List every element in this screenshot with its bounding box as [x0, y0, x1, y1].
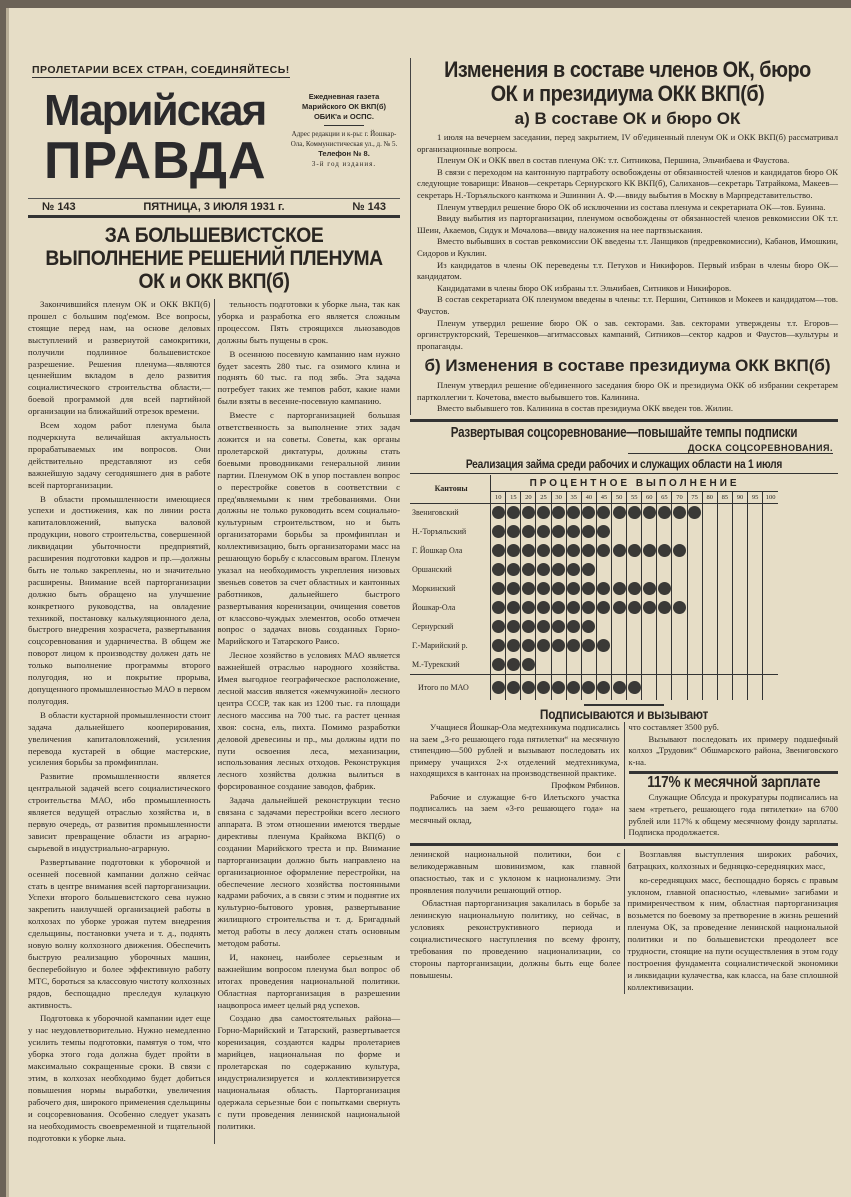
- progress-dot: [582, 639, 595, 652]
- percent-tick: 20: [521, 492, 536, 504]
- subscribe-left: [410, 722, 624, 839]
- canton-name: Сернурский: [412, 622, 454, 632]
- paragraph: Пленум утвердил решение об'единенного заседания бюро ОК и президиума ОКК об избрании секретарем партколлегии т. Кочетова, вместо выбывшего тов. Калинина.: [417, 380, 838, 402]
- lead-headline: ЗА БОЛЬШЕВИСТСКОЕ ВЫПОЛНЕНИЕ РЕШЕНИЙ ПЛЕНУМА ОК и ОКК ВКП(б): [45, 224, 383, 293]
- paragraph: Ввиду выбытия из парторганизации, пленумом освобождены от обязанностей членов ревкомиссии ОК т.т. Шеин, Акаемов, Сидук и Мочалова—ввиду наложения на нее партвзыскания.: [417, 213, 838, 235]
- progress-dot: [522, 620, 535, 633]
- progress-dot: [522, 563, 535, 576]
- paragraph: Возглавляя выступления широких рабочих, батрацких, колхозных и бедняцко-середняцких масс,: [627, 848, 838, 871]
- progress-dot: [643, 582, 656, 595]
- paragraph: Областная парторганизация закалилась в борьбе за ленинскую национальную политику, но сейчас, в условиях реконструктивного периода и социалистического наступления по всему фронту, требования по проведению национализации, со стороны парторганизации, должны быть еще более повышены.: [410, 898, 621, 980]
- percent-tick: 55: [627, 492, 642, 504]
- progress-dot: [582, 582, 595, 595]
- paragraph: В состав секретариата ОК пленумом введены в члены: т.т. Першин, Ситников и Мокеев и кандидатом—тов. Фаустов.: [417, 294, 838, 316]
- progress-dot: [643, 506, 656, 519]
- paragraph: Кандидатами в члены бюро ОК избраны т.т. Эльчибаев, Ситников и Никифоров.: [437, 282, 732, 293]
- progress-dot: [537, 601, 550, 614]
- canton-name: Н.-Торъяльский: [412, 527, 467, 537]
- progress-dot: [628, 544, 641, 557]
- progress-dot: [567, 506, 580, 519]
- issue-date: ПЯТНИЦА, 3 ИЮЛЯ 1931 г.: [143, 201, 285, 213]
- percent-tick: 65: [657, 492, 672, 504]
- percent-tick: 95: [748, 492, 763, 504]
- progress-dot: [522, 601, 535, 614]
- paragraph: Профком Рябинов.: [551, 780, 620, 791]
- paragraph: Лесное хозяйство в условиях МАО является важнейшей отраслью народного хозяйства. Имея выгодное географическое расположение, лесной массив является «жемчужиной» лесного центра СССР, так как из 1200 тыс. га площади лесного массива на 700 тыс. га растет ценная хвоя: сосна, ель, пихта. Помимо разработки деловой древесины и пр., мы должны идти по пути освоения леса, механизации, использования лесных отходов. Реконструкция лесного хозяйства должна вылиться в форсированное создание заводов, фабрик.: [217, 650, 400, 792]
- percent-tick: 40: [581, 492, 596, 504]
- progress-dot: [613, 506, 626, 519]
- paragraph: Развитие промышленности является центральной задачей всего социалистического строительства МАО, ибо промышленность является ведущей отраслью хозяйства и, в первую очередь, от развития промышленности зависит превращение области из аграрно-сырьевой в индустриально-аграрную.: [28, 771, 211, 853]
- lead-continuation: [410, 849, 838, 994]
- progress-dot: [492, 563, 505, 576]
- progress-dot: [567, 563, 580, 576]
- canton-row: [410, 522, 778, 541]
- publisher-info: [290, 92, 398, 169]
- progress-dot: [613, 601, 626, 614]
- progress-dot: [567, 544, 580, 557]
- chart-title: Реализация займа среди рабочих и служащих области на 1 июля: [465, 457, 783, 472]
- canton-row: [410, 617, 778, 636]
- canton-row: [410, 598, 778, 617]
- progress-dot: [537, 582, 550, 595]
- progress-dot: [597, 681, 610, 694]
- progress-dot: [567, 601, 580, 614]
- progress-dot: [492, 525, 505, 538]
- progress-dot: [597, 639, 610, 652]
- paragraph: Вызывают последовать их примеру подшефный колхоз „Трудовик“ Обшмарского района, Звениговского к-на.: [628, 733, 838, 767]
- progress-dot: [688, 506, 701, 519]
- subscribe-section: [410, 722, 838, 839]
- progress-dot: [582, 681, 595, 694]
- progress-dot: [492, 658, 505, 671]
- progress-dot: [673, 506, 686, 519]
- progress-dot: [507, 563, 520, 576]
- progress-dot: [552, 544, 565, 557]
- progress-dot: [582, 525, 595, 538]
- progress-dot: [567, 620, 580, 633]
- progress-dot: [492, 582, 505, 595]
- progress-dot: [567, 639, 580, 652]
- progress-dot: [567, 681, 580, 694]
- progress-dot: [507, 658, 520, 671]
- paragraph: И, наконец, наиболее серьезным и важнейшим вопросом пленума был вопрос об итогах проведения национальной политики. Областная парторганизация в разрешении нацвопроса имеет целый ряд успехов.: [217, 951, 400, 1010]
- issue-line: [28, 198, 400, 218]
- percent-tick: 30: [551, 492, 566, 504]
- paragraph: Вместо выбывших в состав ревкомиссии ОК введены т.т. Ланщиков (предревкомиссии), Кабанов, Имошкин, Сидоров и Куклин.: [417, 236, 838, 258]
- publisher-line: Марийского ОК ВКП(б): [302, 102, 386, 111]
- progress-dot: [522, 506, 535, 519]
- progress-dot: [492, 681, 505, 694]
- issue-number: № 143: [42, 201, 76, 213]
- progress-dot: [597, 601, 610, 614]
- percent-tick: 35: [566, 492, 581, 504]
- issue-number: № 143: [352, 201, 386, 213]
- progress-dot: [673, 601, 686, 614]
- progress-dot: [643, 601, 656, 614]
- progress-dot: [522, 639, 535, 652]
- progress-dot: [613, 582, 626, 595]
- progress-dot: [507, 582, 520, 595]
- canton-name: Оршанский: [412, 565, 452, 575]
- progress-dot: [522, 544, 535, 557]
- progress-dot: [492, 506, 505, 519]
- canton-name: Моркинский: [412, 584, 456, 594]
- progress-dot: [658, 601, 671, 614]
- progress-dot: [537, 681, 550, 694]
- column-header: ПРОЦЕНТНОЕ ВЫПОЛНЕНИЕ: [491, 475, 778, 492]
- percent-tick: 85: [717, 492, 732, 504]
- progress-dot: [658, 544, 671, 557]
- paragraph: тельность подготовки к уборке льна, так как уборка и разработка его является сложным процессом. Пять строящихся льнозаводов должны быть пущены в срок.: [217, 299, 400, 345]
- progress-dot: [492, 601, 505, 614]
- lead-columns: [28, 299, 400, 1144]
- progress-dot: [613, 681, 626, 694]
- paragraph: Вместо выбывшего тов. Калинина в состав президиума ОКК введен тов. Жилин.: [437, 403, 734, 414]
- paragraph: Всем ходом работ пленума была подчеркнута величайшая актуальность прорабатываемых им вопросов. Они действительно представляют из себя важнейшую задачу сегодняшнего дня в работе всей парторганизации.: [28, 420, 211, 490]
- title-line-1: Марийская: [44, 86, 266, 135]
- paragraph: Создано два самостоятельных района—Горно-Марийский и Татарский, развертывается коренизация, создаются кадры пролетариев марийцев, национальная по форме и пролетарская по содержанию культура, индустриализируется и коллективизируется национальная область. Парторганизация одержала серьезные бои с попытками свернуть с пути проведения ленинской национальной политики.: [217, 1013, 400, 1131]
- changes-text-a: [417, 132, 838, 352]
- progress-dot: [658, 582, 671, 595]
- canton-row: [410, 541, 778, 560]
- paragraph: Из кандидатов в члены ОК переведены т.т. Петухов и Никифоров. Первый избран в члены бюро ОК—кандидатом.: [417, 259, 838, 282]
- progress-dot: [597, 544, 610, 557]
- paragraph: ленинской национальной политики, бои с великодержавным шовинизмом, как главной опасностью, так и с уклоном к национализму. Эти проявления получили решающий отпор.: [410, 848, 621, 895]
- progress-dot: [628, 601, 641, 614]
- progress-dot: [552, 506, 565, 519]
- canton-row: [410, 674, 778, 700]
- publisher-line: Ежедневная газета: [308, 92, 380, 101]
- subscribe-headline: Подписываются и вызывают: [539, 706, 709, 723]
- address: Адрес редакции и к-ры: г. Йошкар-Ола, Коммунистическая ул., д. № 5.: [290, 130, 398, 148]
- progress-dot: [537, 620, 550, 633]
- progress-dot: [552, 601, 565, 614]
- canton-row: [410, 579, 778, 598]
- paragraph: Учащиеся Йошкар-Ола медтехникума подписались на заем „3-го решающего года пятилетки“ на месячную стипендию—500 рублей и вызывают последовать их примеру учащихся 2-х отделений медтехникума, находящихся в кантонах на производственной практике.: [410, 722, 620, 779]
- progress-dot: [597, 525, 610, 538]
- year-of-publication: 3-й год издания.: [311, 160, 377, 168]
- paragraph: Подготовка к уборочной кампании идет еще у нас неудовлетворительно. Нужно немедленно усилить темпы подготовки, памятуя о том, что уборка этого года должна будет пройти в максимально сокращенные сроки. В связи с этим, в колхозах необходимо будет добиться повышения нормы выработки, увеличения рабочего дня, широкого применения сдельщины и соцсоревнования. Особенно следует указать на необходимость своевременной и тщательной подготовки к уборке льна.: [28, 1013, 211, 1143]
- progress-dot: [537, 544, 550, 557]
- competition-banner: Развертывая соцсоревнование—повышайте темпы подписки: [450, 425, 798, 442]
- percent-tick: 70: [672, 492, 687, 504]
- canton-name: Йошкар-Ола: [412, 603, 456, 613]
- progress-dot: [613, 544, 626, 557]
- paragraph: Пленум утвердил решение бюро ОК о зав. секторами. Зав. секторами утверждены т.т. Егоров—оргинструкторский, Терешенков—агитмассовых кампаний, Ситников—сектор кадров и Фаустов—культуры и пропаганды.: [417, 317, 838, 351]
- percent-tick: 25: [536, 492, 551, 504]
- canton-name: Итого по МАО: [418, 682, 469, 692]
- canton-row: [410, 636, 778, 655]
- paragraph: В осеннюю посевную кампанию нам нужно будет засеять 280 тыс. га озимого клина и поднять 60 тыс. га под зябь. Эта задача потребует таких же темпов работ, какие нами были взяты в весенне-посевную кампанию.: [217, 348, 400, 407]
- progress-dot: [552, 582, 565, 595]
- progress-dot: [522, 525, 535, 538]
- percent-tick: 10: [491, 492, 506, 504]
- percent-tick: 50: [612, 492, 627, 504]
- competition-table: [410, 473, 838, 700]
- canton-row: [410, 655, 778, 674]
- progress-dot: [582, 601, 595, 614]
- canton-row: [410, 503, 778, 522]
- paragraph: В области промышленности имеющиеся успехи и достижения, как по линии роста капиталовложений, выпуска валовой продукции, нового строительства, совершенной ликвидации убыточности предприятий, расширения подготовки кадров и пр.—должны быть не только закреплены, но и значительно расширены. Внимание всей парторганизации должно быть обращено на улучшение конкретного руководства, на овладение техникой, постановку калькуляционного дела, быстрого внедрения хозрасчета, развертывания соцсоревнования и ударничества. В общем же поворот лицом к производству должен дать не только выполнение программы второго полугодия, но и покрытие прорыва, допущенного промышленностью МАО в первом полугодия.: [28, 493, 211, 706]
- progress-dot: [628, 506, 641, 519]
- paragraph: что составляет 3500 руб.: [628, 722, 719, 733]
- progress-dot: [507, 506, 520, 519]
- changes-article: [410, 58, 838, 415]
- progress-dot: [507, 639, 520, 652]
- progress-dot: [582, 563, 595, 576]
- progress-dot: [582, 544, 595, 557]
- percent-tick: 90: [732, 492, 747, 504]
- paragraph: Вместе с парторганизацией большая ответственность за выполнение этих задач ложится и на советы. Советы, как органы пролетарской диктатуры, должны стать боевыми проводниками генеральной линии партии. Пленумом ОК в упор поставлен вопрос о перестройке советов в соответствии с пред'являемыми к ним требованиями. Они должны не только руководить всем социально-культурным строительством, но и быть организаторами борьбы за промфинплан и коллективизацию, быть организаторами масс на решающую борьбу с классовым врагом. Пленум указал на необходимость укрепления низовых звеньев советов за счет областных и кантонных работников, дальнейшего быстрого развертывания коренизации, очищения советов от классово-чуждых элементов, особо отмечен вопрос о задачах вновь созданных Горно-Марийского и Татарского Раисо.: [217, 410, 400, 647]
- progress-dot: [628, 582, 641, 595]
- percent-tick: 75: [687, 492, 702, 504]
- slogan: ПРОЛЕТАРИИ ВСЕХ СТРАН, СОЕДИНЯЙТЕСЬ!: [32, 64, 290, 76]
- canton-name: Звениговский: [412, 508, 459, 518]
- progress-dot: [658, 506, 671, 519]
- progress-dot: [522, 658, 535, 671]
- percent-tick: 45: [596, 492, 611, 504]
- paragraph: Пленум ОК и ОКК ввел в состав пленума ОК: т.т. Ситникова, Першина, Эльчибаева и Фаустова.: [437, 155, 790, 166]
- progress-dot: [507, 620, 520, 633]
- progress-dot: [492, 620, 505, 633]
- progress-dot: [552, 681, 565, 694]
- progress-dot: [537, 525, 550, 538]
- paragraph: 1 июля на вечернем заседании, перед закрытием, IV об'единенный пленум ОК и ОКК ВКП(б) рассматривал организационные вопросы.: [417, 132, 838, 154]
- phone: Телефон № 8.: [318, 149, 370, 158]
- board-title: ДОСКА СОЦСОРЕВНОВАНИЯ.: [628, 443, 833, 454]
- canton-name: Г.-Марийский р.: [412, 641, 468, 651]
- divider: [324, 125, 364, 126]
- lead-article: [28, 224, 400, 1144]
- progress-dot: [507, 681, 520, 694]
- changes-headline: Изменения в составе членов ОК, бюро ОК и президиума ОКК ВКП(б): [444, 57, 811, 106]
- newspaper-title: [44, 88, 284, 188]
- row-header: Кантоны: [434, 484, 468, 494]
- progress-dot: [537, 563, 550, 576]
- canton-row: [410, 560, 778, 579]
- progress-dot: [597, 582, 610, 595]
- changes-subhead-a: а) В составе ОК и бюро ОК: [514, 109, 741, 128]
- paragraph: Пленум утвердил решение бюро ОК об исключении из состава пленума и секретариата ОК—тов. Буинна.: [437, 201, 826, 212]
- right-section: [410, 58, 838, 994]
- progress-dot: [552, 620, 565, 633]
- paragraph: Задача дальнейшей реконструкции тесно связана с задачами перестройки всего лесного аппарата. В этом отношении имеются твердые директивы пленума Крайкома ВКП(б) о создании Марийского треста и пр. Внимание парторганизации должно быть направлено на организационное оформление перестройки, на обеспечение лесного хозяйства постоянными кадрами рабочих, а в связи с этим и поднятие их культурно-бытового уровня, развертывание жилищного строительства и т. д. Бригадный метод работы в лесу должен стать основным методом работы.: [217, 795, 400, 949]
- percent-tick: 80: [702, 492, 717, 504]
- progress-dot: [522, 681, 535, 694]
- progress-dot: [643, 544, 656, 557]
- paragraph: В связи с переходом на кантонную партработу освобождены от обязанностей членов и кандидатов бюро ОК следующие товарищи: Иванов—секретарь Сернурского КК ВКП(б), Салиханов—секретарь Татрайкома, Макеев—секретарь Н.-Торъяльского канткома и Эшиннин А. Ф.—ввиду выбытия в Москву в Марпредставительство.: [417, 166, 838, 200]
- progress-dot: [552, 639, 565, 652]
- progress-dot: [673, 544, 686, 557]
- progress-dot: [507, 544, 520, 557]
- canton-name: М.-Турекский: [412, 659, 460, 669]
- progress-dot: [567, 582, 580, 595]
- percent-tick: 100: [763, 492, 778, 504]
- paragraph: Закончившийся пленум ОК и ОКК ВКП(б) прошел с большим под'емом. Все вопросы, стоящие перед нам, на основе деловых выступлений и развернутой самокритики, получили подлинное большевистское разрешение. Решения пленума—являются ценнейшим вкладом в дело развития социалистического строительства области,—боевой программой для всей партийной организации на ближайший отрезок времени.: [28, 299, 211, 417]
- paragraph: В области кустарной промышленности стоит задача дальнейшего кооперирования, увеличения капиталовложений, усиления перевода кустарей в общие мастерские, усиления борьбы за промфинплан.: [28, 709, 211, 768]
- divider: [410, 419, 838, 422]
- publisher-line: ОБИК'а и ОСПС.: [313, 112, 375, 121]
- title-line-2: ПРАВДА: [44, 132, 267, 190]
- progress-dot: [537, 506, 550, 519]
- divider: [410, 843, 838, 846]
- progress-dot: [628, 681, 641, 694]
- progress-dot: [522, 582, 535, 595]
- progress-dot: [582, 506, 595, 519]
- percent-tick: 60: [642, 492, 657, 504]
- paragraph: ко-середняцких масс, беспощадно борясь с правым уклоном, главной опасностью, «левыми» загибами и примиренчеством к ним, областная парторганизация возьмется по боевому за претворение в жизнь решений пленума ОК, за проведение ленинской национальной политики и по большевистски преодолеет все трудности, стоящие на пути осуществления в этом году построения фундамента социалистической экономики и ликвидации кулачества, как класса, на базе сплошной коллективизации.: [627, 874, 838, 992]
- progress-dot: [552, 563, 565, 576]
- changes-subhead-b: б) Изменения в составе президиума ОКК ВКП(б): [424, 356, 831, 376]
- salary-text: Служащие Облсуда и прокуратуры подписались на заем «третьего, решающего года пятилетки» на 6700 рублей или 117% к общему месячному фонду зарплаты. Подписка продолжается.: [628, 792, 838, 838]
- paragraph: Развертывание подготовки к уборочной и осенней посевной кампании должно сейчас стать в центре внимания всей парторганизации. Успехи второго большевистского сева нужно закрепить наилучшей организацией работы в колхозах по уборке урожая путем внедрения сдельщины, постановки учета и т. д., поднять новую волну колхозного движения. Обеспечить быструю реализацию уборочных машин, бесперебойную и более эффективную работу МТС, бороться за классовую чистоту колхозных рядов, беспощадно преследуя кулацкую активность.: [28, 856, 211, 1010]
- canton-name: Г. Йошкар Ола: [412, 546, 463, 556]
- progress-dot: [507, 525, 520, 538]
- subscribe-right: [624, 722, 839, 839]
- progress-dot: [597, 506, 610, 519]
- progress-dot: [552, 525, 565, 538]
- progress-dot: [582, 620, 595, 633]
- paragraph: Рабочие и служащие 6-го Илетьского участка подписались на заем «3-го решающего года» на месячный оклад,: [410, 791, 620, 825]
- progress-dot: [567, 525, 580, 538]
- changes-text-b: [417, 380, 838, 415]
- progress-dot: [492, 544, 505, 557]
- progress-dot: [507, 601, 520, 614]
- progress-dot: [492, 639, 505, 652]
- salary-headline: 117% к месячной зарплате: [646, 774, 820, 792]
- progress-dot: [537, 639, 550, 652]
- percent-tick: 15: [506, 492, 521, 504]
